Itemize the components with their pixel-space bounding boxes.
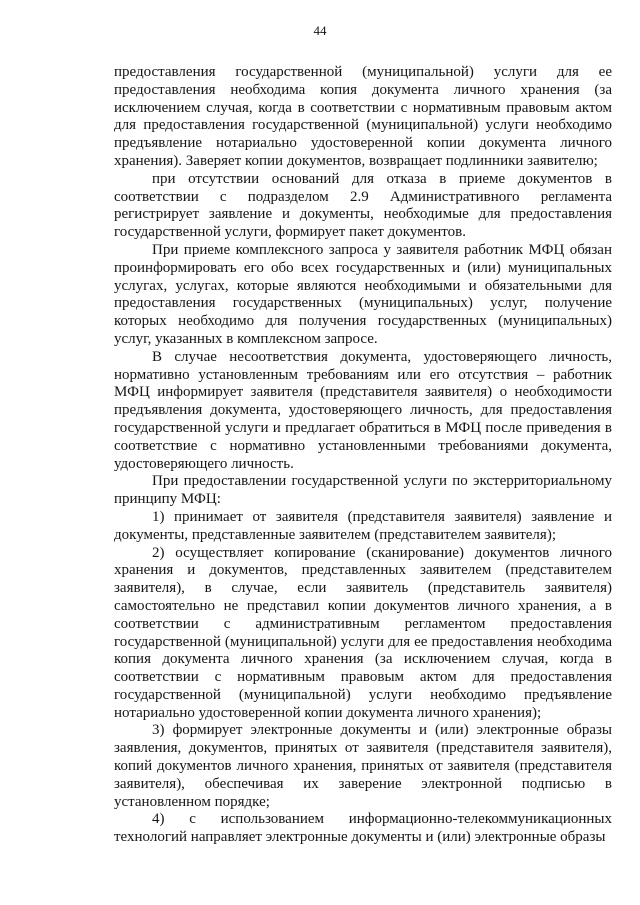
paragraph: предоставления государственной (муниципальной) услуги для ее предоставления необходима копия документа личного хранения (за исключением случая, когда в соответствии с нормативным правовым актом для предоставления государственной (муниципальной) услуги необходимо предъявление нотариально удостоверенной копии документа личного хранения). Заверяет копии документов, возвращает подлинники заявителю; — [114, 64, 612, 169]
list-item: 1) принимает от заявителя (представителя заявителя) заявление и документы, представленные заявителем (представителем заявителя); — [114, 508, 612, 543]
paragraph: При предоставлении государственной услуги по экстерриториальному принципу МФЦ: — [114, 473, 612, 508]
list-item: 2) осуществляет копирование (сканирование) документов личного хранения и документов, представленных заявителем (представителем заявителя), в случае, если заявитель (представитель заявителя) самостоятельно не представил копии документов личного хранения, а в соответствии с административным регламентом предоставления государственной (муниципальной) услуги для ее предоставления необходима копия документа личного хранения (за исключением случая, когда в соответствии с нормативным правовым актом для предоставления государственной (муниципальной) услуги необходимо предъявление нотариально удостоверенной копии документа личного хранения); — [114, 544, 612, 721]
page-number: 44 — [313, 23, 327, 38]
paragraph: При приеме комплексного запроса у заявителя работник МФЦ обязан проинформировать его обо всех государственных и (или) муниципальных услугах, услугах, которые являются необходимыми и обязательными для предоставления государственных (муниципальных) услуг, получение которых необходимо для получения государственных (муниципальных) услуг, указанных в комплексном запросе. — [114, 241, 612, 347]
document-body — [114, 64, 612, 847]
paragraph: при отсутствии оснований для отказа в приеме документов в соответствии с подразделом 2.9 Административного регламента регистрирует заявление и документы, необходимые для предоставления государственной услуги, формирует пакет документов. — [114, 170, 612, 241]
list-item: 4) с использованием информационно-телекоммуникационных технологий направляет электронные документы и (или) электронные образы — [114, 811, 612, 846]
list-item: 3) формирует электронные документы и (или) электронные образы заявления, документов, принятых от заявителя (представителя заявителя), копий документов личного хранения, принятых от заявителя (представителя заявителя), обеспечивая их заверение электронной подписью в установленном порядке; — [114, 722, 612, 810]
paragraph: В случае несоответствия документа, удостоверяющего личность, нормативно установленным требованиям или его отсутствия – работник МФЦ информирует заявителя (представителя заявителя) о необходимости предъявления документа, удостоверяющего личность, для предоставления государственной услуги и предлагает обратиться в МФЦ после приведения в соответствие с нормативно установленными требованиями документа, удостоверяющего личность. — [114, 348, 612, 472]
